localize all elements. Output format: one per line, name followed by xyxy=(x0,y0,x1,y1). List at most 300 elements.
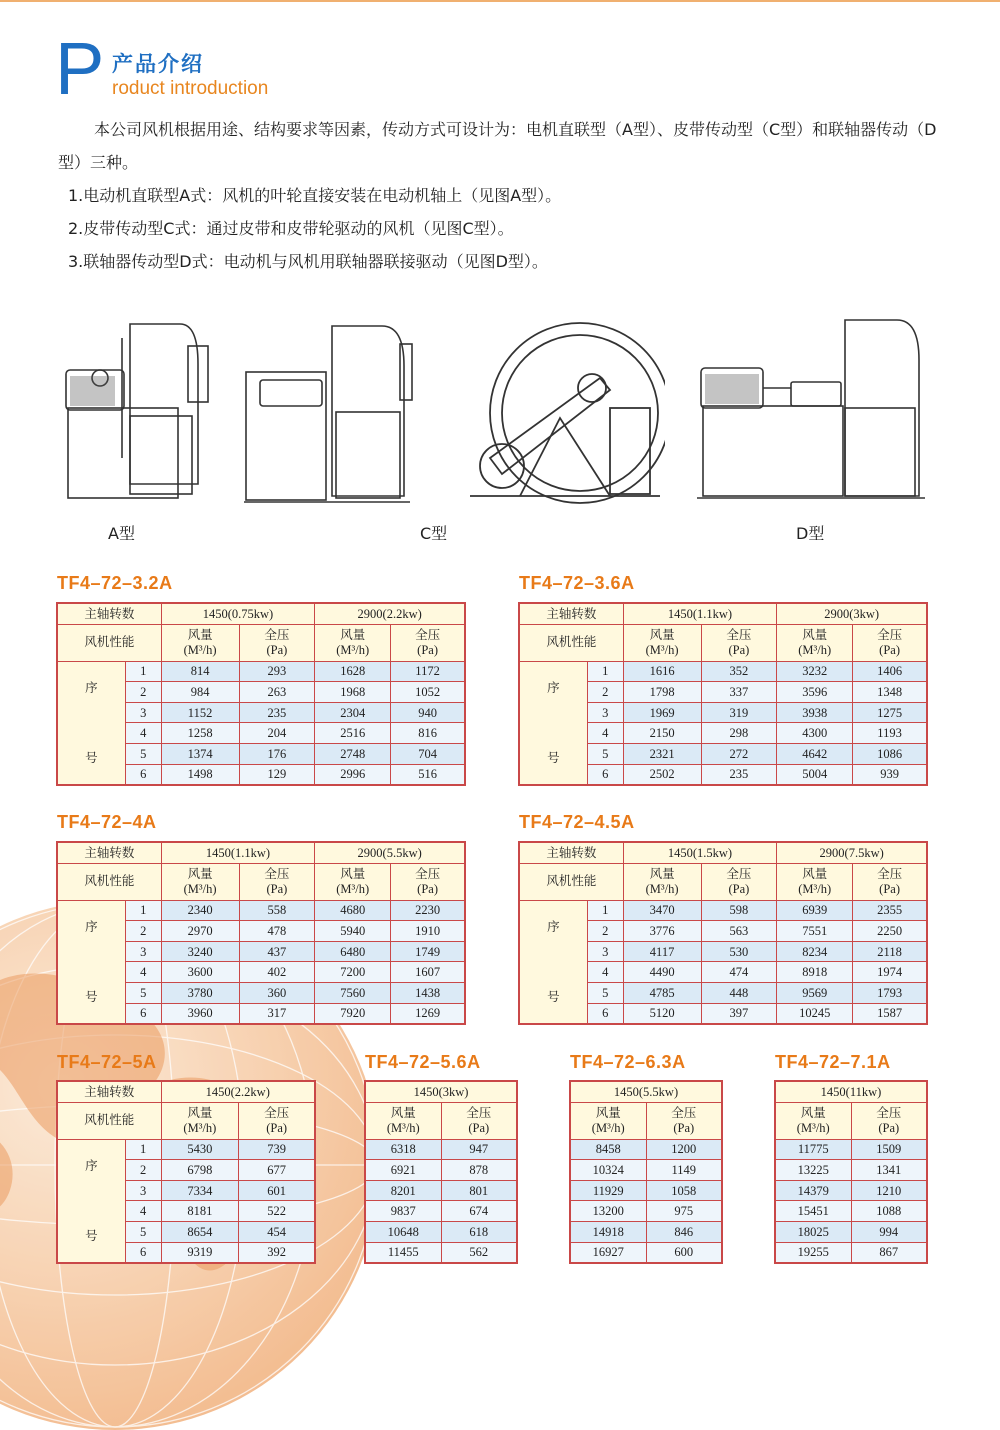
seq-label: 号 xyxy=(547,989,560,1004)
rpm-header: 1450(3kw) xyxy=(413,1084,469,1099)
table-cell: 1509 xyxy=(876,1142,902,1157)
table-cell: 3 xyxy=(139,1183,147,1198)
table-cell: 5430 xyxy=(187,1142,213,1157)
table-cell: 4680 xyxy=(340,903,366,918)
table-cell: 4 xyxy=(140,726,147,741)
flow-unit: (M³/h) xyxy=(183,1120,217,1135)
table-cell: 600 xyxy=(674,1245,694,1260)
seq-label: 号 xyxy=(547,750,560,765)
table-cell: 598 xyxy=(729,903,749,918)
flow-label: 风量 xyxy=(649,627,675,642)
table-row xyxy=(776,1180,927,1201)
pressure-label: 全压 xyxy=(415,866,441,881)
flow-label: 风量 xyxy=(595,1105,621,1120)
table-cell: 2996 xyxy=(340,767,366,782)
header-big-letter: P xyxy=(55,27,105,110)
table-cell: 867 xyxy=(879,1245,899,1260)
table-cell: 5 xyxy=(140,985,147,1000)
table-cell: 2 xyxy=(602,923,609,938)
table-cell: 4642 xyxy=(802,746,828,761)
table-cell: 14379 xyxy=(797,1183,829,1198)
table-cell: 2304 xyxy=(340,705,366,720)
flow-label: 风量 xyxy=(390,1105,416,1120)
table-cell: 1269 xyxy=(415,1006,441,1021)
table-cell: 474 xyxy=(729,965,749,980)
table-title: TF4–72–6.3A xyxy=(570,1052,686,1072)
table-cell: 1910 xyxy=(415,923,441,938)
table-cell: 6 xyxy=(139,1245,147,1260)
table-cell: 1969 xyxy=(649,705,675,720)
table-cell: 5 xyxy=(140,746,147,761)
page-title: 产品介绍 xyxy=(112,52,204,76)
flow-label: 风量 xyxy=(187,1105,213,1120)
table-cell: 2 xyxy=(139,1162,147,1177)
table-row xyxy=(520,661,927,682)
table-cell: 8654 xyxy=(187,1224,213,1239)
table-cell: 8201 xyxy=(390,1183,416,1198)
table-cell: 4 xyxy=(602,965,609,980)
table-cell: 3938 xyxy=(802,705,828,720)
performance-table xyxy=(365,1081,517,1263)
pressure-label: 全压 xyxy=(671,1105,697,1120)
rpm-header: 1450(1.5kw) xyxy=(667,845,733,860)
table-cell: 4 xyxy=(602,726,609,741)
table-cell: 1793 xyxy=(877,985,903,1000)
seq-label: 序 xyxy=(85,680,98,695)
flow-unit: (M³/h) xyxy=(336,881,370,896)
pressure-unit: (Pa) xyxy=(417,881,438,896)
performance-table xyxy=(519,842,927,1024)
table-cell: 7560 xyxy=(340,985,366,1000)
table-cell: 704 xyxy=(418,746,437,761)
table-cell: 1193 xyxy=(877,726,902,741)
table-row xyxy=(366,1180,517,1201)
table-cell: 11929 xyxy=(592,1183,624,1198)
flow-unit: (M³/h) xyxy=(336,642,370,657)
table-cell: 4785 xyxy=(649,985,675,1000)
table-cell: 10245 xyxy=(799,1006,831,1021)
pressure-unit: (Pa) xyxy=(468,1120,490,1135)
table-cell: 4 xyxy=(139,1204,147,1219)
table-cell: 1616 xyxy=(649,664,675,679)
fan-type-a-drawing xyxy=(60,318,220,510)
rpm-header: 1450(0.75kw) xyxy=(202,606,274,621)
table-cell: 397 xyxy=(729,1006,749,1021)
performance-table xyxy=(775,1081,927,1263)
table-cell: 3 xyxy=(140,944,147,959)
table-cell: 940 xyxy=(418,705,437,720)
fan-type-c-belt-drawing xyxy=(460,318,665,508)
table-cell: 2150 xyxy=(649,726,675,741)
pressure-label: 全压 xyxy=(876,1105,902,1120)
pressure-unit: (Pa) xyxy=(673,1120,695,1135)
table-cell: 2502 xyxy=(649,767,675,782)
table-cell: 814 xyxy=(190,664,210,679)
table-cell: 1200 xyxy=(671,1142,697,1157)
table-cell: 6 xyxy=(602,767,609,782)
table-cell: 801 xyxy=(469,1183,489,1198)
fan-type-d-drawing xyxy=(695,316,930,506)
table-cell: 1086 xyxy=(877,746,903,761)
table-cell: 2 xyxy=(602,684,609,699)
table-cell: 1341 xyxy=(876,1162,902,1177)
pressure-unit: (Pa) xyxy=(266,881,288,896)
table-cell: 816 xyxy=(418,726,437,741)
table-cell: 2748 xyxy=(340,746,366,761)
table-cell: 1 xyxy=(602,664,609,679)
table-cell: 1258 xyxy=(187,726,213,741)
table-cell: 1210 xyxy=(876,1183,902,1198)
table-row xyxy=(58,1139,315,1160)
perf-label: 风机性能 xyxy=(84,1113,135,1128)
pressure-label: 全压 xyxy=(877,627,903,642)
table-cell: 2355 xyxy=(877,903,903,918)
table-cell: 1798 xyxy=(649,684,675,699)
table-cell: 516 xyxy=(418,767,437,782)
table-cell: 8918 xyxy=(802,965,828,980)
table-cell: 5940 xyxy=(340,923,366,938)
pressure-unit: (Pa) xyxy=(878,1120,900,1135)
table-cell: 3776 xyxy=(649,923,675,938)
flow-label: 风量 xyxy=(187,627,213,642)
rpm-header: 1450(11kw) xyxy=(820,1084,882,1099)
table-cell: 1749 xyxy=(415,944,441,959)
pressure-label: 全压 xyxy=(877,866,903,881)
performance-table xyxy=(57,1081,315,1263)
rpm-header: 1450(1.1kw) xyxy=(205,845,271,860)
pressure-unit: (Pa) xyxy=(879,642,900,657)
table-title: TF4–72–4.5A xyxy=(519,812,635,832)
rpm-header: 1450(2.2kw) xyxy=(205,1084,270,1099)
flow-unit: (M³/h) xyxy=(796,1120,830,1135)
table-cell: 3232 xyxy=(802,664,828,679)
table-cell: 235 xyxy=(729,767,749,782)
pressure-label: 全压 xyxy=(726,627,752,642)
table-row xyxy=(776,1139,927,1160)
table-cell: 1172 xyxy=(415,664,440,679)
table-cell: 19255 xyxy=(797,1245,829,1260)
table-cell: 1974 xyxy=(877,965,903,980)
table-row xyxy=(776,1221,927,1242)
rpm-header: 1450(5.5kw) xyxy=(613,1084,679,1099)
table-row xyxy=(571,1201,722,1222)
seq-label: 号 xyxy=(85,750,98,765)
performance-table xyxy=(57,603,465,785)
table-cell: 437 xyxy=(267,944,287,959)
table-row xyxy=(776,1242,927,1263)
table-cell: 2 xyxy=(140,923,147,938)
pressure-label: 全压 xyxy=(726,866,752,881)
table-cell: 5 xyxy=(139,1224,147,1239)
perf-label: 风机性能 xyxy=(84,874,135,889)
table-row xyxy=(58,661,465,682)
table-cell: 1374 xyxy=(187,746,213,761)
table-cell: 2230 xyxy=(415,903,441,918)
table-cell: 1628 xyxy=(340,664,366,679)
table-cell: 674 xyxy=(469,1204,489,1219)
table-cell: 454 xyxy=(267,1224,286,1239)
figure-c-label: C型 xyxy=(420,524,448,543)
table-cell: 4490 xyxy=(649,965,675,980)
table-cell: 618 xyxy=(469,1224,489,1239)
rpm-header: 2900(5.5kw) xyxy=(357,845,422,860)
table-cell: 272 xyxy=(729,746,749,761)
flow-label: 风量 xyxy=(800,1105,826,1120)
table-cell: 1088 xyxy=(876,1204,902,1219)
table-cell: 2970 xyxy=(187,923,213,938)
table-cell: 8458 xyxy=(595,1142,621,1157)
speed-label: 主轴转数 xyxy=(84,845,135,860)
table-cell: 7200 xyxy=(340,965,366,980)
table-cell: 13200 xyxy=(592,1204,624,1219)
seq-label: 序 xyxy=(547,919,560,934)
table-cell: 3596 xyxy=(802,684,828,699)
table-cell: 947 xyxy=(469,1142,489,1157)
seq-label: 序 xyxy=(85,1158,98,1173)
table-cell: 984 xyxy=(190,684,210,699)
table-row xyxy=(366,1160,517,1181)
table-cell: 3 xyxy=(602,944,609,959)
table-cell: 10324 xyxy=(592,1162,624,1177)
seq-label: 号 xyxy=(85,1228,98,1243)
table-cell: 235 xyxy=(267,705,287,720)
table-cell: 975 xyxy=(674,1204,694,1219)
table-title: TF4–72–3.6A xyxy=(519,573,635,593)
table-cell: 319 xyxy=(729,705,749,720)
perf-label: 风机性能 xyxy=(84,635,135,650)
table-cell: 2321 xyxy=(649,746,675,761)
intro-item-2: 2.皮带传动型C式：通过皮带和皮带轮驱动的风机（见图C型）。 xyxy=(68,219,514,238)
table-cell: 3 xyxy=(140,705,147,720)
flow-unit: (M³/h) xyxy=(798,642,832,657)
table-cell: 1498 xyxy=(187,767,213,782)
table-cell: 10648 xyxy=(387,1224,419,1239)
table-cell: 129 xyxy=(267,767,287,782)
performance-table xyxy=(519,603,927,785)
table-cell: 11775 xyxy=(797,1142,829,1157)
table-cell: 562 xyxy=(469,1245,489,1260)
table-cell: 392 xyxy=(267,1245,286,1260)
flow-label: 风量 xyxy=(340,627,366,642)
table-cell: 5 xyxy=(602,985,609,1000)
table-cell: 4 xyxy=(140,965,147,980)
table-cell: 9319 xyxy=(187,1245,213,1260)
table-cell: 3780 xyxy=(187,985,213,1000)
table-cell: 563 xyxy=(729,923,749,938)
table-row xyxy=(571,1242,722,1263)
table-cell: 601 xyxy=(267,1183,286,1198)
table-cell: 8234 xyxy=(802,944,828,959)
table-cell: 1052 xyxy=(415,684,441,699)
table-cell: 14918 xyxy=(592,1224,624,1239)
flow-unit: (M³/h) xyxy=(183,881,217,896)
table-title: TF4–72–4A xyxy=(57,812,157,832)
table-title: TF4–72–5.6A xyxy=(365,1052,481,1072)
table-cell: 16927 xyxy=(592,1245,624,1260)
seq-label: 号 xyxy=(85,989,98,1004)
table-cell: 1587 xyxy=(877,1006,903,1021)
table-cell: 1 xyxy=(140,903,147,918)
table-cell: 3240 xyxy=(187,944,213,959)
table-cell: 7334 xyxy=(187,1183,213,1198)
table-row xyxy=(520,900,927,921)
table-cell: 677 xyxy=(267,1162,286,1177)
table-cell: 448 xyxy=(729,985,749,1000)
table-cell: 1438 xyxy=(415,985,441,1000)
table-title: TF4–72–5A xyxy=(57,1052,157,1072)
table-cell: 6 xyxy=(140,767,147,782)
table-cell: 2340 xyxy=(187,903,213,918)
flow-label: 风量 xyxy=(802,627,828,642)
perf-label: 风机性能 xyxy=(546,874,597,889)
performance-table xyxy=(57,842,465,1024)
table-cell: 1152 xyxy=(187,705,213,720)
table-row xyxy=(366,1242,517,1263)
table-cell: 4117 xyxy=(649,944,675,959)
pressure-label: 全压 xyxy=(264,627,290,642)
pressure-unit: (Pa) xyxy=(728,642,750,657)
table-cell: 176 xyxy=(267,746,287,761)
table-cell: 3 xyxy=(602,705,609,720)
table-cell: 337 xyxy=(729,684,749,699)
flow-label: 风量 xyxy=(187,866,213,881)
table-cell: 293 xyxy=(267,664,287,679)
table-title: TF4–72–3.2A xyxy=(57,573,173,593)
flow-unit: (M³/h) xyxy=(591,1120,625,1135)
table-cell: 9569 xyxy=(802,985,828,1000)
table-cell: 1968 xyxy=(340,684,366,699)
table-row xyxy=(366,1201,517,1222)
table-row xyxy=(58,900,465,921)
table-row xyxy=(571,1180,722,1201)
table-cell: 846 xyxy=(674,1224,694,1239)
table-cell: 263 xyxy=(267,684,287,699)
intro-text xyxy=(58,113,948,278)
flow-label: 风量 xyxy=(340,866,366,881)
table-cell: 522 xyxy=(267,1204,286,1219)
table-cell: 5004 xyxy=(802,767,828,782)
rpm-header: 2900(7.5kw) xyxy=(819,845,884,860)
table-row xyxy=(776,1160,927,1181)
table-cell: 402 xyxy=(267,965,287,980)
table-row xyxy=(776,1201,927,1222)
table-cell: 3960 xyxy=(187,1006,213,1021)
speed-label: 主轴转数 xyxy=(546,845,597,860)
table-cell: 2516 xyxy=(340,726,366,741)
table-cell: 6921 xyxy=(390,1162,416,1177)
table-cell: 7920 xyxy=(340,1006,366,1021)
table-row xyxy=(366,1139,517,1160)
pressure-unit: (Pa) xyxy=(266,1120,288,1135)
table-row xyxy=(571,1139,722,1160)
pressure-unit: (Pa) xyxy=(879,881,900,896)
table-cell: 7551 xyxy=(802,923,828,938)
pressure-label: 全压 xyxy=(415,627,441,642)
table-cell: 3600 xyxy=(187,965,213,980)
pressure-unit: (Pa) xyxy=(417,642,438,657)
top-divider xyxy=(0,0,1000,2)
table-title: TF4–72–7.1A xyxy=(775,1052,891,1072)
table-cell: 3470 xyxy=(649,903,675,918)
performance-table xyxy=(570,1081,722,1263)
seq-label: 序 xyxy=(85,919,98,934)
figure-a-label: A型 xyxy=(108,524,135,543)
table-cell: 2250 xyxy=(877,923,903,938)
flow-unit: (M³/h) xyxy=(386,1120,420,1135)
pressure-label: 全压 xyxy=(466,1105,492,1120)
speed-label: 主轴转数 xyxy=(84,606,135,621)
pressure-unit: (Pa) xyxy=(728,881,750,896)
table-cell: 9837 xyxy=(390,1204,416,1219)
table-cell: 1058 xyxy=(671,1183,697,1198)
table-cell: 18025 xyxy=(797,1224,829,1239)
flow-label: 风量 xyxy=(649,866,675,881)
table-cell: 15451 xyxy=(797,1204,829,1219)
flow-unit: (M³/h) xyxy=(798,881,832,896)
table-cell: 13225 xyxy=(797,1162,829,1177)
table-cell: 2118 xyxy=(877,944,902,959)
table-cell: 478 xyxy=(267,923,287,938)
table-cell: 5120 xyxy=(649,1006,675,1021)
table-cell: 6 xyxy=(140,1006,147,1021)
table-cell: 994 xyxy=(879,1224,899,1239)
table-cell: 530 xyxy=(729,944,749,959)
table-row xyxy=(366,1221,517,1242)
table-cell: 298 xyxy=(729,726,749,741)
table-cell: 1607 xyxy=(415,965,441,980)
table-row xyxy=(571,1221,722,1242)
fan-type-c-drawing xyxy=(240,322,415,506)
table-cell: 8181 xyxy=(187,1204,213,1219)
table-cell: 6939 xyxy=(802,903,828,918)
flow-unit: (M³/h) xyxy=(645,642,679,657)
rpm-header: 2900(2.2kw) xyxy=(357,606,422,621)
table-cell: 11455 xyxy=(387,1245,419,1260)
flow-label: 风量 xyxy=(802,866,828,881)
table-cell: 4300 xyxy=(802,726,828,741)
table-cell: 1149 xyxy=(671,1162,697,1177)
table-cell: 360 xyxy=(267,985,287,1000)
speed-label: 主轴转数 xyxy=(546,606,597,621)
table-cell: 1275 xyxy=(877,705,903,720)
table-cell: 352 xyxy=(729,664,749,679)
table-cell: 2 xyxy=(140,684,147,699)
speed-label: 主轴转数 xyxy=(84,1084,135,1099)
pressure-unit: (Pa) xyxy=(266,642,288,657)
table-cell: 1348 xyxy=(877,684,903,699)
flow-unit: (M³/h) xyxy=(645,881,679,896)
rpm-header: 2900(3kw) xyxy=(824,606,880,621)
pressure-label: 全压 xyxy=(264,1105,290,1120)
table-cell: 558 xyxy=(267,903,287,918)
page-subtitle: roduct introduction xyxy=(112,78,269,99)
perf-label: 风机性能 xyxy=(546,635,597,650)
table-cell: 317 xyxy=(267,1006,287,1021)
rpm-header: 1450(1.1kw) xyxy=(667,606,733,621)
table-cell: 878 xyxy=(469,1162,489,1177)
table-cell: 6 xyxy=(602,1006,609,1021)
table-row xyxy=(571,1160,722,1181)
intro-paragraph: 本公司风机根据用途、结构要求等因素，传动方式可设计为：电机直联型（A型）、皮带传动型（C型）和联轴器传动（D型）三种。 xyxy=(58,120,937,172)
figure-d-label: D型 xyxy=(796,524,825,543)
flow-unit: (M³/h) xyxy=(183,642,217,657)
intro-item-1: 1.电动机直联型A式：风机的叶轮直接安装在电动机轴上（见图A型）。 xyxy=(68,186,562,205)
table-cell: 1 xyxy=(602,903,609,918)
table-cell: 739 xyxy=(267,1142,286,1157)
table-cell: 939 xyxy=(880,767,899,782)
table-cell: 5 xyxy=(602,746,609,761)
table-cell: 6798 xyxy=(187,1162,213,1177)
